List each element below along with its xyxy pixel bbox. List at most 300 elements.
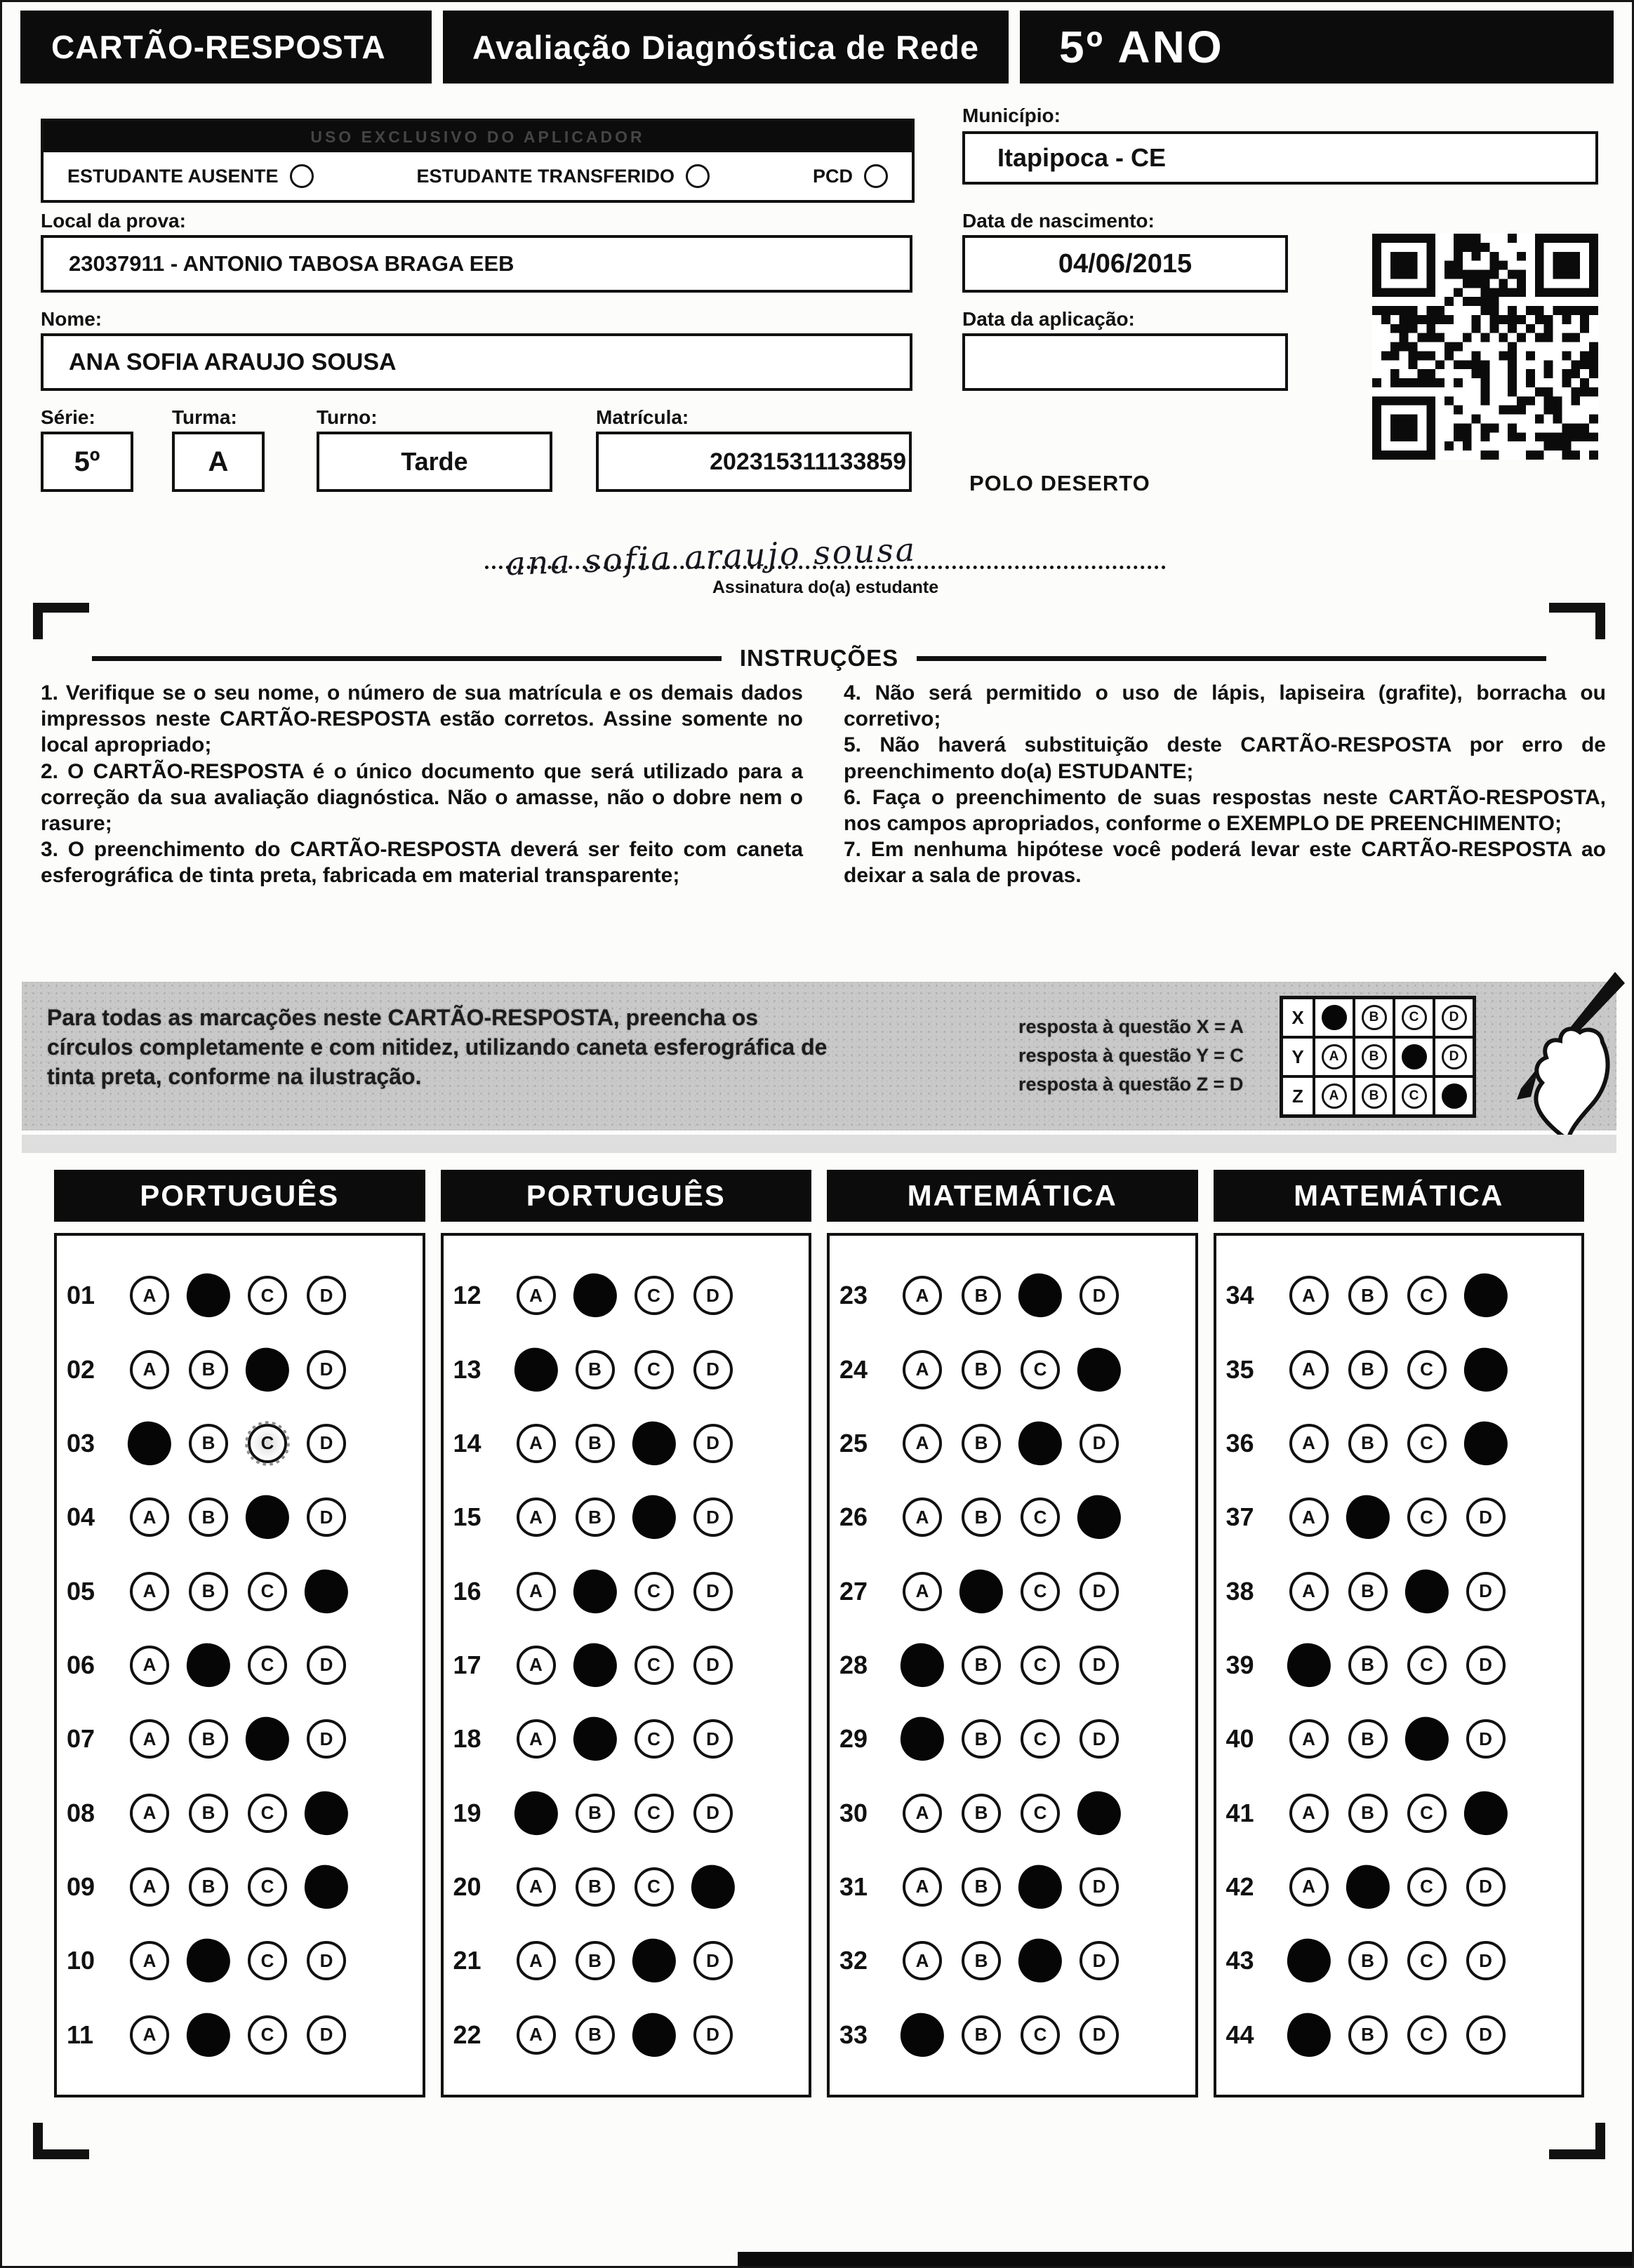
question-row-28 <box>839 1646 1185 1685</box>
question-row-40 <box>1226 1719 1572 1759</box>
bubble-q16-a[interactable]: A <box>517 1572 556 1611</box>
bubble-q40-c[interactable] <box>1404 1716 1449 1762</box>
question-number: 14 <box>453 1428 481 1457</box>
bubble-q42-a[interactable]: A <box>1289 1867 1329 1907</box>
bubble-q20-c[interactable]: C <box>635 1867 674 1907</box>
bubble-q36-a[interactable]: A <box>1289 1424 1329 1463</box>
bubble-q17-d[interactable]: D <box>693 1646 733 1685</box>
bubble-q30-b[interactable]: B <box>962 1794 1001 1833</box>
bubble-q28-d[interactable]: D <box>1080 1646 1119 1685</box>
bubble-q23-a[interactable]: A <box>903 1276 942 1315</box>
bubble-q34-b[interactable]: B <box>1348 1276 1388 1315</box>
bubble-q13-c[interactable]: C <box>635 1350 674 1389</box>
question-row-36 <box>1226 1424 1572 1463</box>
bubble-q17-c[interactable]: C <box>635 1646 674 1685</box>
question-row-06 <box>67 1646 413 1685</box>
bubble-q10-c[interactable]: C <box>248 1941 287 1980</box>
bubble-q10-b[interactable] <box>186 1938 232 1984</box>
instruction-item: 4. Não será permitido o uso de lápis, lapiseira (grafite), borracha ou corretivo; <box>844 681 1606 731</box>
bubble-q24-a[interactable]: A <box>903 1350 942 1389</box>
bubble-q04-d[interactable]: D <box>307 1497 346 1537</box>
example-bubble-X-C: C <box>1402 1005 1427 1030</box>
bubble-q35-c[interactable]: C <box>1407 1350 1447 1389</box>
example-bubble-X-A <box>1322 1005 1347 1030</box>
bubble-q44-b[interactable]: B <box>1348 2015 1388 2055</box>
bubble-q36-d[interactable] <box>1463 1421 1508 1467</box>
bubble-q44-d[interactable]: D <box>1466 2015 1506 2055</box>
bubble-q36-c[interactable]: C <box>1407 1424 1447 1463</box>
bubble-q38-a[interactable]: A <box>1289 1572 1329 1611</box>
bubble-q20-b[interactable]: B <box>576 1867 615 1907</box>
bubble-q01-b[interactable] <box>186 1273 232 1319</box>
question-number: 24 <box>839 1354 868 1384</box>
question-number: 01 <box>67 1281 95 1310</box>
bubble-q24-b[interactable]: B <box>962 1350 1001 1389</box>
bubble-q02-d[interactable]: D <box>307 1350 346 1389</box>
local-prova-field: 23037911 - ANTONIO TABOSA BRAGA EEB <box>41 235 912 293</box>
bubble-q20-d[interactable] <box>690 1865 736 1910</box>
question-row-15 <box>453 1497 799 1537</box>
nome-label: Nome: <box>41 308 102 330</box>
bubble-q10-d[interactable]: D <box>307 1941 346 1980</box>
bubble-q31-b[interactable]: B <box>962 1867 1001 1907</box>
bubble-q13-b[interactable]: B <box>576 1350 615 1389</box>
bubble-q39-b[interactable]: B <box>1348 1646 1388 1685</box>
bubble-q11-b[interactable] <box>186 2012 232 2057</box>
scan-artifact-strip <box>738 2252 1634 2268</box>
question-row-42 <box>1226 1867 1572 1907</box>
bubble-q33-c[interactable]: C <box>1021 2015 1060 2055</box>
bubble-q31-d[interactable]: D <box>1080 1867 1119 1907</box>
question-row-11 <box>67 2015 413 2055</box>
bubble-q35-a[interactable]: A <box>1289 1350 1329 1389</box>
bubble-q13-d[interactable]: D <box>693 1350 733 1389</box>
polo-label: POLO DESERTO <box>969 471 1150 495</box>
bubble-q43-d[interactable]: D <box>1466 1941 1506 1980</box>
bubble-q03-d[interactable]: D <box>307 1424 346 1463</box>
bubble-q21-a[interactable]: A <box>517 1941 556 1980</box>
bubble-q37-d[interactable]: D <box>1466 1497 1506 1537</box>
question-number: 40 <box>1226 1724 1254 1754</box>
question-number: 05 <box>67 1576 95 1606</box>
bubble-q39-c[interactable]: C <box>1407 1646 1447 1685</box>
turno-field: Tarde <box>317 432 552 492</box>
bubble-q36-b[interactable]: B <box>1348 1424 1388 1463</box>
question-number: 26 <box>839 1502 868 1532</box>
bubble-q38-d[interactable]: D <box>1466 1572 1506 1611</box>
registration-mark-bottom-right <box>1549 2123 1605 2159</box>
bubble-q21-c[interactable] <box>631 1938 677 1984</box>
bubble-q18-d[interactable]: D <box>693 1719 733 1759</box>
bubble-q16-b[interactable] <box>572 1568 618 1614</box>
example-bubble-X-D: D <box>1442 1005 1467 1030</box>
answer-column <box>54 1170 425 2097</box>
bubble-q30-d[interactable] <box>1077 1790 1122 1836</box>
bubble-q15-c[interactable] <box>631 1495 677 1540</box>
instruction-item: 1. Verifique se o seu nome, o número de sua matrícula e os demais dados impressos neste CARTÃO-RESPOSTA estão corretos. Assine somente no local apropriado; <box>41 681 803 757</box>
question-row-14 <box>453 1424 799 1463</box>
bubble-q32-d[interactable]: D <box>1080 1941 1119 1980</box>
bubble-q37-c[interactable]: C <box>1407 1497 1447 1537</box>
example-cell <box>1394 1076 1434 1116</box>
bubble-q37-a[interactable]: A <box>1289 1497 1329 1537</box>
bubble-q11-a[interactable]: A <box>130 2015 169 2055</box>
question-number: 18 <box>453 1724 481 1754</box>
question-number: 30 <box>839 1798 868 1827</box>
example-answer-key <box>1018 1013 1244 1099</box>
bubble-q11-c[interactable]: C <box>248 2015 287 2055</box>
bubble-q19-c[interactable]: C <box>635 1794 674 1833</box>
bubble-q14-c[interactable] <box>631 1421 677 1467</box>
example-cell <box>1394 998 1434 1037</box>
bubble-q12-b[interactable] <box>572 1273 618 1319</box>
bubble-q16-d[interactable]: D <box>693 1572 733 1611</box>
bubble-q14-b[interactable]: B <box>576 1424 615 1463</box>
bubble-q18-c[interactable]: C <box>635 1719 674 1759</box>
bubble-q29-a[interactable] <box>900 1716 945 1762</box>
answer-box <box>54 1233 425 2097</box>
bubble-q31-a[interactable]: A <box>903 1867 942 1907</box>
bubble-q26-c[interactable]: C <box>1021 1497 1060 1537</box>
example-cell <box>1354 1037 1394 1076</box>
question-number: 03 <box>67 1428 95 1457</box>
bubble-q12-d[interactable]: D <box>693 1276 733 1315</box>
bubble-q30-c[interactable]: C <box>1021 1794 1060 1833</box>
bubble-q43-a[interactable] <box>1286 1938 1331 1984</box>
answer-box <box>1214 1233 1585 2097</box>
bubble-q12-a[interactable]: A <box>517 1276 556 1315</box>
example-bubble-Y-A: A <box>1322 1044 1347 1069</box>
bubble-q15-b[interactable]: B <box>576 1497 615 1537</box>
bubble-q06-d[interactable]: D <box>307 1646 346 1685</box>
bubble-q26-d[interactable] <box>1077 1495 1122 1540</box>
bubble-q21-b[interactable]: B <box>576 1941 615 1980</box>
question-row-12 <box>453 1276 799 1315</box>
estudante-ausente-bubble[interactable] <box>290 164 314 188</box>
matricula-label: Matrícula: <box>596 406 689 428</box>
bubble-q18-b[interactable] <box>572 1716 618 1762</box>
bubble-q28-c[interactable]: C <box>1021 1646 1060 1685</box>
bubble-q37-b[interactable] <box>1345 1495 1390 1540</box>
question-row-26 <box>839 1497 1185 1537</box>
question-row-01 <box>67 1276 413 1315</box>
answer-box <box>441 1233 812 2097</box>
bubble-q08-b[interactable]: B <box>189 1794 228 1833</box>
subject-header: MATEMÁTICA <box>1214 1170 1585 1222</box>
question-row-38 <box>1226 1572 1572 1611</box>
bubble-q25-d[interactable]: D <box>1080 1424 1119 1463</box>
estudante-transferido-bubble[interactable] <box>686 164 710 188</box>
example-bubble-X-B: B <box>1362 1005 1387 1030</box>
question-number: 06 <box>67 1650 95 1679</box>
bubble-q07-d[interactable]: D <box>307 1719 346 1759</box>
bubble-q06-b[interactable] <box>186 1643 232 1688</box>
bubble-q18-a[interactable]: A <box>517 1719 556 1759</box>
question-row-05 <box>67 1572 413 1611</box>
answer-grid <box>54 1170 1584 2097</box>
bubble-q11-d[interactable]: D <box>307 2015 346 2055</box>
bubble-q03-a[interactable] <box>127 1421 173 1467</box>
bubble-q06-c[interactable]: C <box>248 1646 287 1685</box>
bubble-q35-b[interactable]: B <box>1348 1350 1388 1389</box>
bubble-q42-c[interactable]: C <box>1407 1867 1447 1907</box>
bubble-q05-b[interactable]: B <box>189 1572 228 1611</box>
applicator-box <box>41 119 915 203</box>
question-number: 44 <box>1226 2020 1254 2049</box>
bubble-q38-c[interactable] <box>1404 1568 1449 1614</box>
bubble-q26-a[interactable]: A <box>903 1497 942 1537</box>
student-signature: ana sofia araujo sousa <box>505 530 917 583</box>
bubble-q17-a[interactable]: A <box>517 1646 556 1685</box>
example-bubble-Z-A: A <box>1322 1083 1347 1109</box>
bubble-q39-a[interactable] <box>1286 1643 1331 1688</box>
qr-code <box>1372 234 1598 460</box>
applicator-options <box>44 152 912 200</box>
option-estudante-ausente <box>67 164 314 188</box>
hand-pen-illustration <box>1431 969 1628 1138</box>
option-pcd <box>813 164 888 188</box>
bubble-q32-a[interactable]: A <box>903 1941 942 1980</box>
data-nascimento-label: Data de nascimento: <box>962 210 1155 232</box>
bubble-q04-b[interactable]: B <box>189 1497 228 1537</box>
bubble-q28-a[interactable] <box>900 1643 945 1688</box>
bubble-q32-c[interactable] <box>1018 1938 1063 1984</box>
question-row-41 <box>1226 1794 1572 1833</box>
bubble-q39-d[interactable]: D <box>1466 1646 1506 1685</box>
bubble-q09-a[interactable]: A <box>130 1867 169 1907</box>
answer-box <box>827 1233 1198 2097</box>
bubble-q40-b[interactable]: B <box>1348 1719 1388 1759</box>
question-number: 07 <box>67 1724 95 1754</box>
question-number: 39 <box>1226 1650 1254 1679</box>
question-row-30 <box>839 1794 1185 1833</box>
bubble-q25-b[interactable]: B <box>962 1424 1001 1463</box>
bubble-q29-b[interactable]: B <box>962 1719 1001 1759</box>
bubble-q23-d[interactable]: D <box>1080 1276 1119 1315</box>
bubble-q44-a[interactable] <box>1286 2012 1331 2057</box>
question-row-21 <box>453 1941 799 1980</box>
bubble-q29-d[interactable]: D <box>1080 1719 1119 1759</box>
bubble-q41-a[interactable]: A <box>1289 1794 1329 1833</box>
bubble-q21-d[interactable]: D <box>693 1941 733 1980</box>
bubble-q03-b[interactable]: B <box>189 1424 228 1463</box>
option-label: ESTUDANTE AUSENTE <box>67 165 279 187</box>
instructions-header <box>92 645 1546 672</box>
bubble-q19-d[interactable]: D <box>693 1794 733 1833</box>
bubble-q22-c[interactable] <box>631 2012 677 2057</box>
question-number: 23 <box>839 1281 868 1310</box>
question-row-13 <box>453 1350 799 1389</box>
bubble-q02-c[interactable] <box>245 1347 291 1392</box>
bubble-q33-a[interactable] <box>900 2012 945 2057</box>
question-number: 28 <box>839 1650 868 1679</box>
question-number: 21 <box>453 1946 481 1975</box>
answer-column <box>1214 1170 1585 2097</box>
bubble-q02-a[interactable]: A <box>130 1350 169 1389</box>
bubble-q27-a[interactable]: A <box>903 1572 942 1611</box>
turno-label: Turno: <box>317 406 378 428</box>
question-row-23 <box>839 1276 1185 1315</box>
bubble-q04-a[interactable]: A <box>130 1497 169 1537</box>
bubble-q19-a[interactable] <box>513 1790 559 1836</box>
bubble-q07-a[interactable]: A <box>130 1719 169 1759</box>
example-cell <box>1314 998 1354 1037</box>
bubble-q05-c[interactable]: C <box>248 1572 287 1611</box>
example-cell <box>1314 1037 1354 1076</box>
bubble-q24-d[interactable] <box>1077 1347 1122 1392</box>
bubble-q08-c[interactable]: C <box>248 1794 287 1833</box>
question-row-29 <box>839 1719 1185 1759</box>
bubble-q05-a[interactable]: A <box>130 1572 169 1611</box>
bubble-q31-c[interactable] <box>1018 1865 1063 1910</box>
bubble-q20-a[interactable]: A <box>517 1867 556 1907</box>
scan-artifact-band <box>22 1135 1616 1153</box>
bubble-q23-b[interactable]: B <box>962 1276 1001 1315</box>
instructions-right-column <box>844 680 1606 889</box>
example-row-label: Y <box>1282 1037 1314 1076</box>
bubble-q15-a[interactable]: A <box>517 1497 556 1537</box>
bubble-q34-c[interactable]: C <box>1407 1276 1447 1315</box>
bubble-q41-b[interactable]: B <box>1348 1794 1388 1833</box>
bubble-q10-a[interactable]: A <box>130 1941 169 1980</box>
bubble-q24-c[interactable]: C <box>1021 1350 1060 1389</box>
instruction-item: 5. Não haverá substituição deste CARTÃO-RESPOSTA por erro de preenchimento do(a) ESTUDANTE; <box>844 733 1606 783</box>
bubble-q14-a[interactable]: A <box>517 1424 556 1463</box>
data-aplicacao-field <box>962 333 1288 391</box>
bubble-q17-b[interactable] <box>572 1643 618 1688</box>
question-row-08 <box>67 1794 413 1833</box>
bubble-q09-b[interactable]: B <box>189 1867 228 1907</box>
bubble-q27-b[interactable] <box>959 1568 1004 1614</box>
bubble-q33-d[interactable]: D <box>1080 2015 1119 2055</box>
question-number: 35 <box>1226 1354 1254 1384</box>
bubble-q38-b[interactable]: B <box>1348 1572 1388 1611</box>
bubble-q26-b[interactable]: B <box>962 1497 1001 1537</box>
bubble-q28-b[interactable]: B <box>962 1646 1001 1685</box>
bubble-q29-c[interactable]: C <box>1021 1719 1060 1759</box>
bubble-q04-c[interactable] <box>245 1495 291 1540</box>
bubble-q34-a[interactable]: A <box>1289 1276 1329 1315</box>
example-cell <box>1354 998 1394 1037</box>
bubble-q40-a[interactable]: A <box>1289 1719 1329 1759</box>
instructions-body <box>41 680 1606 889</box>
bubble-q16-c[interactable]: C <box>635 1572 674 1611</box>
bubble-q01-a[interactable]: A <box>130 1276 169 1315</box>
question-row-03 <box>67 1424 413 1463</box>
bubble-q05-d[interactable] <box>304 1568 350 1614</box>
bubble-q01-c[interactable]: C <box>248 1276 287 1315</box>
bubble-q41-c[interactable]: C <box>1407 1794 1447 1833</box>
registration-mark-top-left <box>33 603 89 639</box>
question-number: 02 <box>67 1354 95 1384</box>
bubble-q02-b[interactable]: B <box>189 1350 228 1389</box>
question-row-09 <box>67 1867 413 1907</box>
question-number: 41 <box>1226 1798 1254 1827</box>
bubble-q03-c[interactable]: C <box>248 1424 287 1463</box>
question-row-07 <box>67 1719 413 1759</box>
question-row-43 <box>1226 1941 1572 1980</box>
example-row-label: Z <box>1282 1076 1314 1116</box>
bubble-q09-c[interactable]: C <box>248 1867 287 1907</box>
bubble-q08-a[interactable]: A <box>130 1794 169 1833</box>
bubble-q27-c[interactable]: C <box>1021 1572 1060 1611</box>
bubble-q25-a[interactable]: A <box>903 1424 942 1463</box>
subject-header: PORTUGUÊS <box>441 1170 812 1222</box>
bubble-q14-d[interactable]: D <box>693 1424 733 1463</box>
fill-example-text: Para todas as marcações neste CARTÃO-RESPOSTA, preencha os círculos completamente e com nitidez, utilizando caneta esferográfica de tinta preta, conforme na ilustração. <box>47 1005 828 1090</box>
bubble-q27-d[interactable]: D <box>1080 1572 1119 1611</box>
bubble-q22-a[interactable]: A <box>517 2015 556 2055</box>
registration-mark-bottom-left <box>33 2123 89 2159</box>
subject-header: PORTUGUÊS <box>54 1170 425 1222</box>
question-number: 19 <box>453 1798 481 1827</box>
signature-label: Assinatura do(a) estudante <box>712 578 939 597</box>
bubble-q22-d[interactable]: D <box>693 2015 733 2055</box>
bubble-q35-d[interactable] <box>1463 1347 1508 1392</box>
bubble-q43-b[interactable]: B <box>1348 1941 1388 1980</box>
answer-column <box>441 1170 812 2097</box>
bubble-q23-c[interactable] <box>1018 1273 1063 1319</box>
bubble-q06-a[interactable]: A <box>130 1646 169 1685</box>
applicator-box-title: USO EXCLUSIVO DO APLICADOR <box>44 121 912 152</box>
pcd-bubble[interactable] <box>864 164 888 188</box>
bubble-q34-d[interactable] <box>1463 1273 1508 1319</box>
example-answer-line: resposta à questão Y = C <box>1018 1045 1244 1067</box>
signature-line <box>485 524 1166 583</box>
bubble-q42-d[interactable]: D <box>1466 1867 1506 1907</box>
example-bubble-Y-B: B <box>1362 1044 1387 1069</box>
bubble-q13-a[interactable] <box>513 1347 559 1392</box>
bubble-q42-b[interactable] <box>1345 1865 1390 1910</box>
bubble-q22-b[interactable]: B <box>576 2015 615 2055</box>
question-number: 34 <box>1226 1281 1254 1310</box>
question-row-32 <box>839 1941 1185 1980</box>
bubble-q07-b[interactable]: B <box>189 1719 228 1759</box>
local-prova-label: Local da prova: <box>41 210 186 232</box>
question-number: 27 <box>839 1576 868 1606</box>
bubble-q44-c[interactable]: C <box>1407 2015 1447 2055</box>
bubble-q01-d[interactable]: D <box>307 1276 346 1315</box>
bubble-q09-d[interactable] <box>304 1865 350 1910</box>
question-number: 29 <box>839 1724 868 1754</box>
bubble-q07-c[interactable] <box>245 1716 291 1762</box>
subject-header: MATEMÁTICA <box>827 1170 1198 1222</box>
bubble-q15-d[interactable]: D <box>693 1497 733 1537</box>
bubble-q12-c[interactable]: C <box>635 1276 674 1315</box>
bubble-q32-b[interactable]: B <box>962 1941 1001 1980</box>
bubble-q19-b[interactable]: B <box>576 1794 615 1833</box>
bubble-q33-b[interactable]: B <box>962 2015 1001 2055</box>
bubble-q30-a[interactable]: A <box>903 1794 942 1833</box>
bubble-q40-d[interactable]: D <box>1466 1719 1506 1759</box>
question-row-31 <box>839 1867 1185 1907</box>
bubble-q08-d[interactable] <box>304 1790 350 1836</box>
bubble-q43-c[interactable]: C <box>1407 1941 1447 1980</box>
bubble-q41-d[interactable] <box>1463 1790 1508 1836</box>
example-bubble-Y-C <box>1402 1044 1427 1069</box>
question-number: 36 <box>1226 1428 1254 1457</box>
bubble-q25-c[interactable] <box>1018 1421 1063 1467</box>
option-label: PCD <box>812 165 853 187</box>
serie-field: 5º <box>41 432 133 492</box>
form-title: CARTÃO-RESPOSTA <box>20 11 432 84</box>
registration-mark-top-right <box>1549 603 1605 639</box>
example-row-label: X <box>1282 998 1314 1037</box>
question-number: 09 <box>67 1872 95 1901</box>
question-row-44 <box>1226 2015 1572 2055</box>
question-number: 20 <box>453 1872 481 1901</box>
question-row-20 <box>453 1867 799 1907</box>
